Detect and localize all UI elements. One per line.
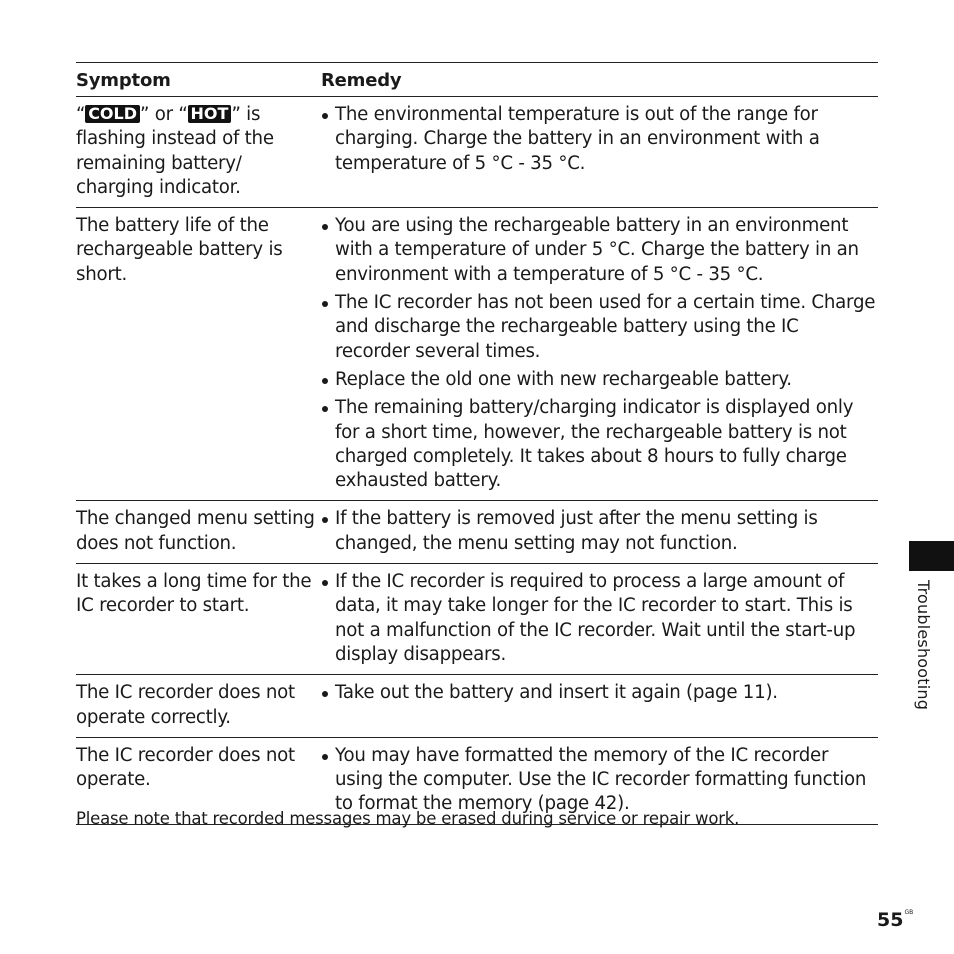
bullet-icon (321, 396, 335, 493)
bullet-icon (321, 368, 335, 392)
remedy-item (321, 570, 878, 667)
table-row (76, 675, 878, 738)
remedy-text: Replace the old one with new rechargeable battery. (335, 368, 792, 390)
remedy-cell (321, 564, 878, 674)
symptom-text: “ (76, 104, 86, 125)
remedy-text: The remaining battery/charging indicator is displayed only for a short time, however, the rechargeable battery is not charged completely. It takes about 8 hours to fully charge exhausted battery. (335, 397, 854, 492)
symptom-cell: The changed menu setting does not function. (76, 508, 315, 554)
bullet-icon (321, 214, 335, 287)
bullet-icon (321, 744, 335, 817)
section-tab-marker (909, 541, 954, 571)
bullet-icon (321, 681, 335, 705)
remedy-text: The IC recorder has not been used for a certain time. Charge and discharge the rechargeable battery using the IC recorder several times. (335, 292, 876, 362)
bullet-icon (321, 103, 335, 176)
remedy-item (321, 396, 878, 493)
symptom-column-header: Symptom (76, 70, 171, 91)
remedy-cell (321, 97, 878, 207)
remedy-item (321, 103, 878, 176)
section-label: Troubleshooting (914, 580, 933, 711)
remedy-text: You are using the rechargeable battery in an environment with a temperature of under 5 °C. Charge the battery in an environment with a temperature of 5 °C - 35 °C. (335, 215, 859, 285)
remedy-text: The environmental temperature is out of the range for charging. Charge the battery in an environment with a temperature of 5 °C - 35 °C. (335, 104, 820, 174)
symptom-text: ” is flashing instead of the remaining battery/ charging indicator. (76, 104, 274, 198)
remedy-text: If the battery is removed just after the menu setting is changed, the menu setting may not function. (335, 508, 818, 554)
symptom-cell: The battery life of the rechargeable battery is short. (76, 215, 283, 285)
remedy-text: If the IC recorder is required to process a large amount of data, it may take longer for the IC recorder to start. This is not a malfunction of the IC recorder. Wait until the start-up display disappears. (335, 571, 856, 665)
remedy-cell (321, 501, 878, 563)
table-row (76, 97, 878, 208)
remedy-column-header: Remedy (321, 70, 402, 91)
remedy-text: Take out the battery and insert it again (page 11). (335, 682, 778, 704)
remedy-cell (321, 675, 878, 737)
remedy-item (321, 507, 878, 556)
hot-indicator-icon: HOT (188, 105, 232, 123)
page-number-suffix: GB (904, 909, 914, 916)
symptom-cell: It takes a long time for the IC recorder to start. (76, 571, 312, 617)
remedy-item (321, 291, 878, 364)
table-row (76, 208, 878, 501)
bullet-icon (321, 570, 335, 667)
remedy-text: You may have formatted the memory of the IC recorder using the computer. Use the IC recorder formatting function to format the memory (page 42). (335, 744, 867, 815)
page-number-value: 55 (877, 909, 904, 931)
service-note: Please note that recorded messages may be erased during service or repair work. (76, 809, 740, 828)
bullet-icon (321, 291, 335, 364)
remedy-item (321, 368, 878, 392)
table-row (76, 501, 878, 564)
symptom-cell (76, 97, 321, 207)
table-row (76, 564, 878, 675)
symptom-cell: The IC recorder does not operate correctly. (76, 682, 295, 728)
troubleshooting-table (76, 62, 878, 825)
remedy-item (321, 681, 878, 705)
remedy-item (321, 214, 878, 287)
symptom-text: ” or “ (140, 104, 188, 125)
table-header-row (76, 63, 878, 97)
symptom-cell: The IC recorder does not operate. (76, 744, 295, 791)
remedy-cell (321, 208, 878, 500)
page-number (877, 909, 913, 931)
remedy-item (321, 744, 878, 817)
cold-indicator-icon: COLD (85, 105, 140, 123)
bullet-icon (321, 507, 335, 556)
